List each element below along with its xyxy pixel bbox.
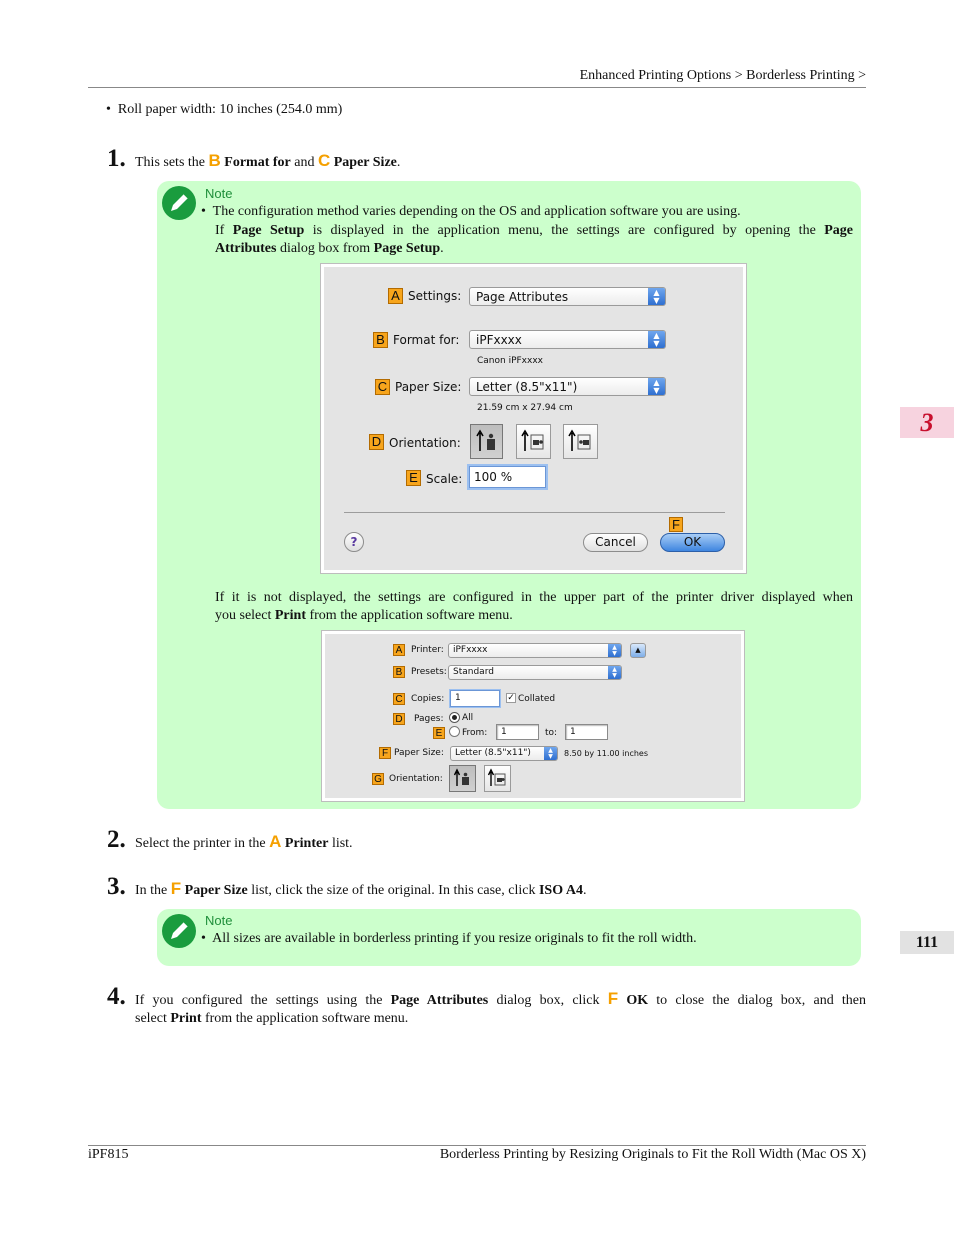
chapter-tab[interactable]: 3 <box>900 407 954 438</box>
step-2-text: Select the printer in the A Printer list. <box>135 832 353 851</box>
note-2-label: Note <box>205 913 233 928</box>
landscape-icon <box>517 425 550 458</box>
orientation-label: Orientation: <box>389 436 461 450</box>
to-label: to: <box>545 728 558 738</box>
landscape-icon <box>485 766 510 791</box>
from-input[interactable]: 1 <box>496 724 539 740</box>
print-orientation-label: Orientation: <box>389 774 443 784</box>
note-1-after-line-2: you select Print from the application software menu. <box>215 608 513 623</box>
step-1-text: This sets the B Format for and C Paper Size. <box>135 151 401 170</box>
cancel-button[interactable]: Cancel <box>583 533 648 552</box>
step-3-text: In the F Paper Size list, click the size of the original. In this case, click ISO A4. <box>135 879 587 898</box>
tag-a: A <box>393 644 405 656</box>
format-for-popup[interactable]: iPFxxxx ▲ ▼ <box>469 330 666 349</box>
print-paper-size-popup[interactable]: Letter (8.5"x11") ▲ ▼ <box>450 746 558 761</box>
tag-e: E <box>433 727 445 739</box>
popup-arrows-icon: ▲ ▼ <box>608 666 621 679</box>
tag-e: E <box>406 470 421 486</box>
paper-size-label: Paper Size: <box>395 380 462 394</box>
step-1-number: 1. <box>107 145 126 172</box>
paper-size-popup[interactable]: Letter (8.5"x11") ▲ ▼ <box>469 377 666 396</box>
from-label: From: <box>462 728 488 738</box>
reverse-landscape-button[interactable] <box>563 424 598 459</box>
label-f: F <box>170 879 182 898</box>
print-portrait-button[interactable] <box>449 765 476 792</box>
to-input[interactable]: 1 <box>565 724 608 740</box>
note-pencil-icon <box>162 186 196 220</box>
tag-d: D <box>369 434 384 450</box>
format-for-sub: Canon iPFxxxx <box>477 356 543 366</box>
tag-f: F <box>669 517 683 532</box>
dialog-separator <box>344 512 725 513</box>
note-pencil-icon <box>162 914 196 948</box>
ok-button[interactable]: OK <box>660 533 725 552</box>
step-2-number: 2. <box>107 826 126 853</box>
scale-label: Scale: <box>426 472 463 486</box>
popup-arrows-icon: ▲ ▼ <box>544 747 557 760</box>
all-radio[interactable] <box>449 712 460 723</box>
print-dialog <box>322 631 744 801</box>
step-3-number: 3. <box>107 873 126 900</box>
disclosure-button[interactable]: ▲ <box>630 643 646 658</box>
settings-popup[interactable]: Page Attributes ▲ ▼ <box>469 287 666 306</box>
portrait-icon <box>450 766 475 791</box>
tag-a: A <box>388 288 403 304</box>
page-number-tab: 111 <box>900 931 954 954</box>
landscape-button[interactable] <box>516 424 551 459</box>
popup-arrows-icon: ▲ ▼ <box>648 331 665 348</box>
collated-label: Collated <box>518 694 556 704</box>
page-attributes-dialog <box>321 264 746 573</box>
label-a: A <box>269 832 282 851</box>
step-4-line-2: select Print from the application software menu. <box>135 1011 409 1026</box>
note-1-label: Note <box>205 186 233 201</box>
footer-title: Borderless Printing by Resizing Originals to Fit the Roll Width (Mac OS X) <box>439 1147 866 1162</box>
printer-label: Printer: <box>411 645 444 655</box>
portrait-button[interactable] <box>470 424 503 459</box>
tag-c: C <box>393 693 405 705</box>
label-c: C <box>317 151 331 170</box>
print-paper-size-label: Paper Size: <box>394 748 444 758</box>
header-breadcrumb: Enhanced Printing Options > Borderless Printing > <box>579 68 866 83</box>
label-f: F <box>607 989 619 1008</box>
step-4-number: 4. <box>107 983 126 1010</box>
paper-size-sub: 21.59 cm x 27.94 cm <box>477 403 573 413</box>
copies-label: Copies: <box>411 694 445 704</box>
from-radio[interactable] <box>449 726 460 737</box>
settings-label: Settings: <box>408 289 462 303</box>
note-1-line-1: • The configuration method varies depending on the OS and application software you are using. <box>201 204 741 219</box>
footer-rule <box>88 1145 866 1146</box>
tag-b: B <box>393 666 405 678</box>
tag-b: B <box>373 332 388 348</box>
presets-popup[interactable]: Standard ▲ ▼ <box>448 665 622 680</box>
note-1-line-3: Attributes dialog box from Page Setup. <box>215 241 444 256</box>
tag-f: F <box>379 747 391 759</box>
pages-label: Pages: <box>414 714 444 724</box>
tag-g: G <box>372 773 384 785</box>
collated-checkbox[interactable]: ✓ <box>507 693 515 703</box>
presets-label: Presets: <box>411 667 447 677</box>
format-for-label: Format for: <box>393 333 460 347</box>
help-button[interactable]: ? <box>344 532 364 552</box>
note-1-line-2: If Page Setup is displayed in the application menu, the settings are configured by opening the Page <box>215 223 853 238</box>
note-2-line-1: • All sizes are available in borderless printing if you resize originals to fit the roll width. <box>201 931 697 946</box>
popup-arrows-icon: ▲ ▼ <box>648 288 665 305</box>
reverse-landscape-icon <box>564 425 597 458</box>
step-4-line-1: If you configured the settings using the Page Attributes dialog box, click F OK to close the dialog box, and then <box>135 989 866 1008</box>
copies-input[interactable]: 1 <box>450 690 500 707</box>
paper-dims: 8.50 by 11.00 inches <box>564 749 649 758</box>
label-b: B <box>208 151 221 170</box>
footer-model: iPF815 <box>88 1147 129 1162</box>
scale-input[interactable]: 100 % <box>469 466 546 488</box>
tag-c: C <box>375 379 390 395</box>
tag-d: D <box>393 713 405 725</box>
printer-popup[interactable]: iPFxxxx ▲ ▼ <box>448 643 622 658</box>
all-label: All <box>462 713 474 723</box>
print-landscape-button[interactable] <box>484 765 511 792</box>
portrait-icon <box>471 425 502 458</box>
popup-arrows-icon: ▲ ▼ <box>608 644 621 657</box>
bullet-roll-width: • Roll paper width: 10 inches (254.0 mm) <box>106 102 343 117</box>
header-rule <box>88 87 866 88</box>
note-1-after-line-1: If it is not displayed, the settings are configured in the upper part of the printer driver displayed when <box>215 590 853 605</box>
popup-arrows-icon: ▲ ▼ <box>648 378 665 395</box>
